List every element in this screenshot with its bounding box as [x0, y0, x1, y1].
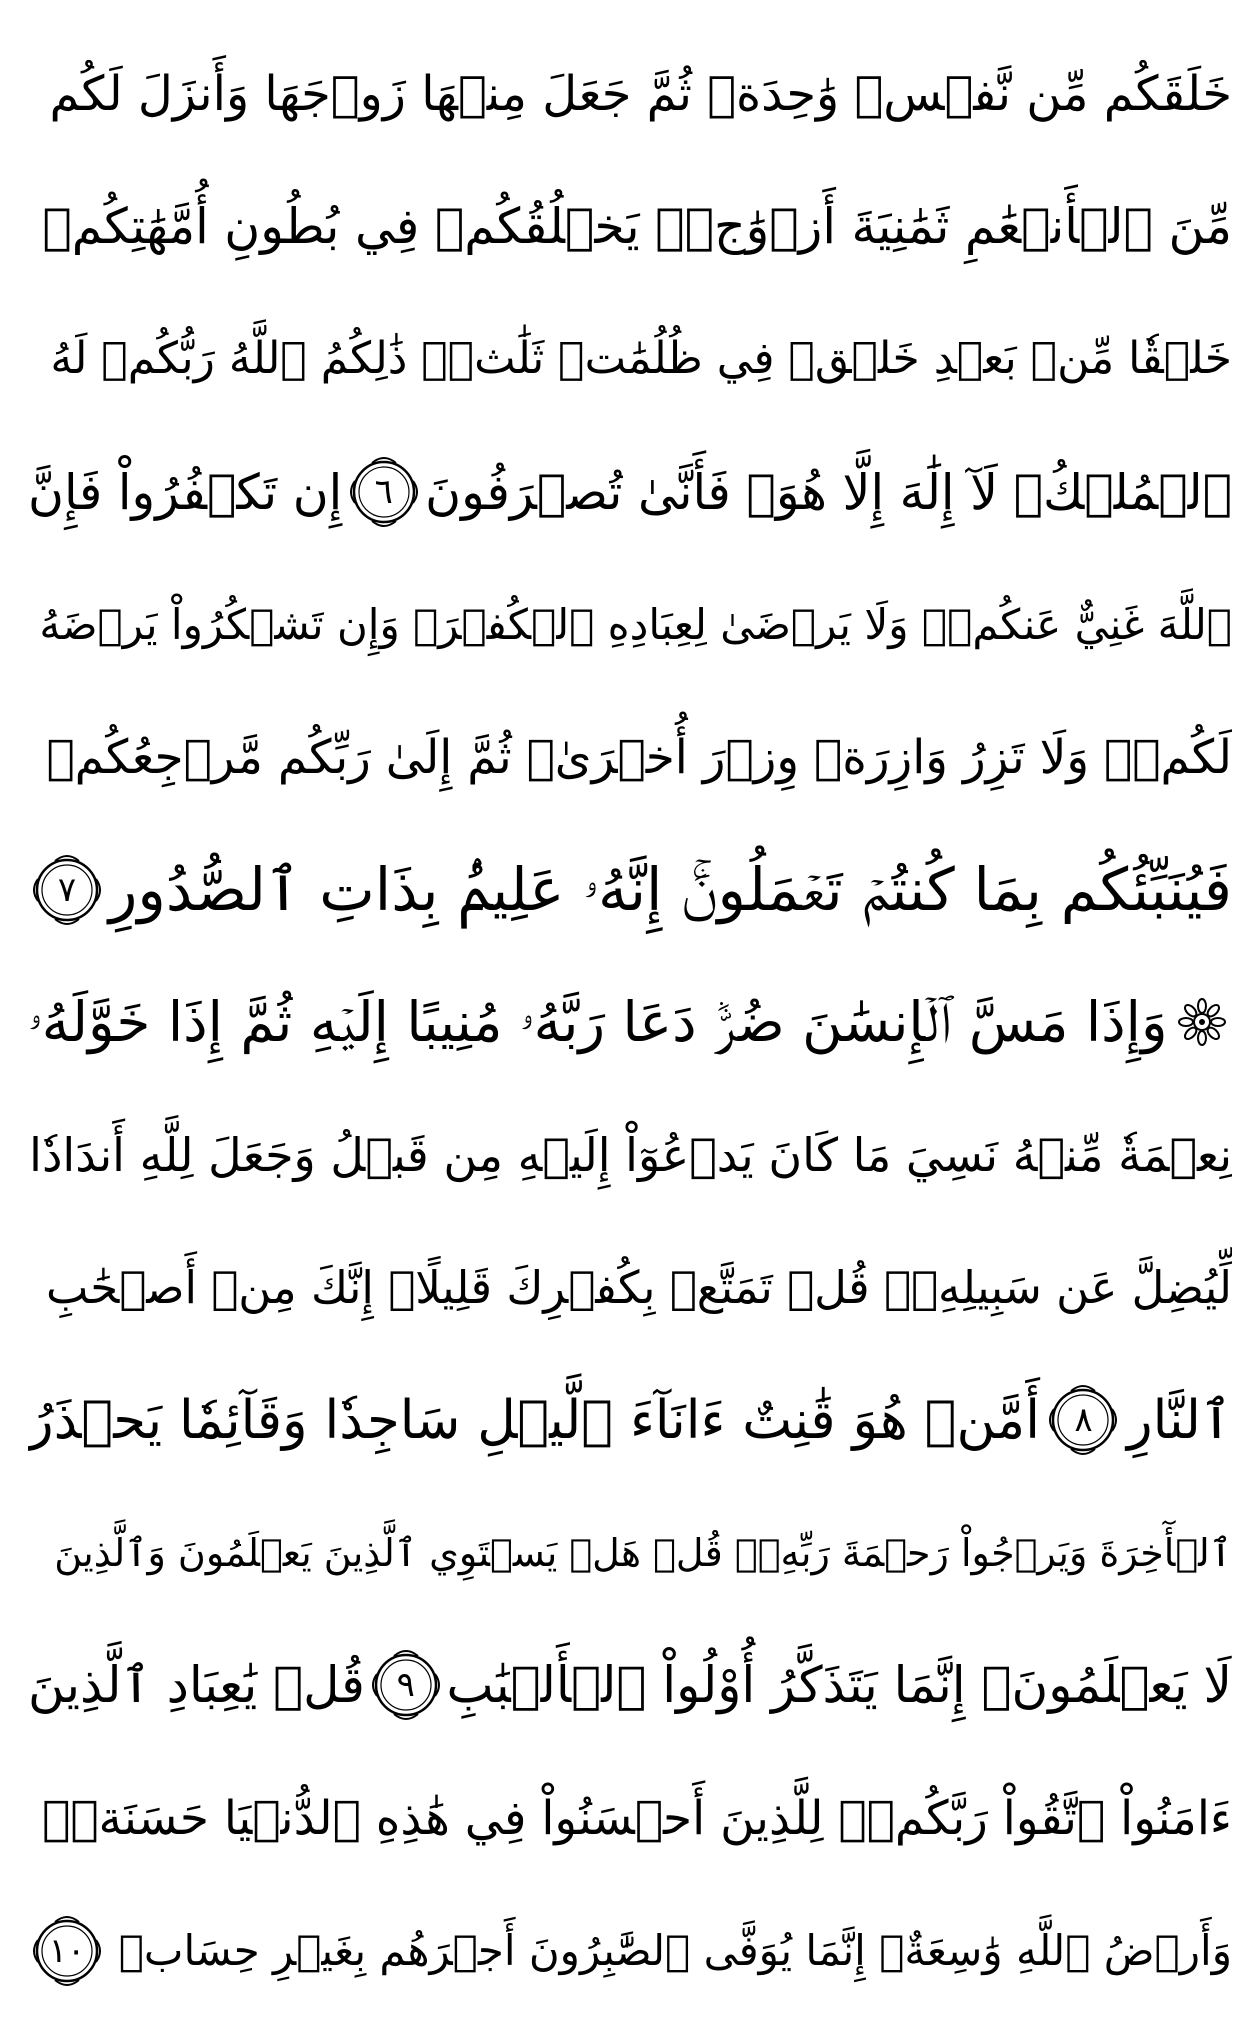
- verse-line: [28, 691, 1232, 824]
- verse-line: [28, 956, 1232, 1089]
- verse-line: [28, 28, 1232, 161]
- verse-text: وَإِذَا مَسَّ ٱلۡإِنسَٰنَ ضُرّٞ دَعَا رَبَّهُۥ مُنِيبًا إِلَيۡهِ ثُمَّ إِذَا خَوَّلَهُۥ: [28, 989, 1168, 1054]
- verse-text: ءَامَنُواْ ٱتَّقُواْ رَبَّكُمۡۚ لِلَّذِينَ أَحۡسَنُواْ فِي هَٰذِهِ ٱلدُّنۡيَا حَسَنَةٞۗ: [42, 1790, 1232, 1846]
- ayah-number: ١٠: [48, 1930, 86, 1971]
- verse-text: إِن تَكۡفُرُواْ فَإِنَّ: [28, 463, 343, 521]
- verse-line: [28, 293, 1232, 426]
- ayah-number-marker: [28, 1912, 106, 1990]
- verse-text: أَمَّنۡ هُوَ قَٰنِتٌ ءَانَآءَ ٱلَّيۡلِ سَاجِدٗا وَقَآئِمٗا يَحۡذَرُ: [28, 1389, 1040, 1451]
- verse-text: خَلۡقٗا مِّنۢ بَعۡدِ خَلۡقٖ فِي ظُلُمَٰتٖ ثَلَٰثٖۚ ذَٰلِكُمُ ٱللَّهُ رَبُّكُمۡ لَهُ: [50, 333, 1232, 385]
- verse-text: نِعۡمَةٗ مِّنۡهُ نَسِيَ مَا كَانَ يَدۡعُوٓاْ إِلَيۡهِ مِن قَبۡلُ وَجَعَلَ لِلَّهِ أَندَادٗا: [29, 1128, 1232, 1183]
- verse-line: [28, 1619, 1232, 1752]
- verse-text: لَا يَعۡلَمُونَۗ إِنَّمَا يَتَذَكَّرُ أُوْلُواْ ٱلۡأَلۡبَٰبِ: [446, 1656, 1232, 1715]
- ayah-number-marker: [367, 1646, 445, 1724]
- verse-line: [28, 426, 1232, 559]
- verse-text: لِّيُضِلَّ عَن سَبِيلِهِۦۚ قُلۡ تَمَتَّعۡ بِكُفۡرِكَ قَلِيلًاۖ إِنَّكَ مِنۡ أَصۡحَٰبِ: [46, 1261, 1232, 1315]
- verse-text: ٱللَّهَ غَنِيٌّ عَنكُمۡۖ وَلَا يَرۡضَىٰ لِعِبَادِهِ ٱلۡكُفۡرَۖ وَإِن تَشۡكُرُواْ يَرۡضَهُ: [39, 599, 1232, 649]
- verse-text: لَكُمۡۗ وَلَا تَزِرُ وَازِرَةٞ وِزۡرَ أُخۡرَىٰۗ ثُمَّ إِلَىٰ رَبِّكُم مَّرۡجِعُكُمۡ: [46, 729, 1232, 785]
- verse-line: [28, 1354, 1232, 1487]
- verse-text: مِّنَ ٱلۡأَنۡعَٰمِ ثَمَٰنِيَةَ أَزۡوَٰجٖۚ يَخۡلُقُكُمۡ فِي بُطُونِ أُمَّهَٰتِكُمۡ: [42, 198, 1232, 256]
- verse-line: [28, 1884, 1232, 2017]
- ayah-number: ٧: [57, 869, 77, 910]
- ayah-number: ٩: [396, 1665, 415, 1706]
- verse-text: ٱلۡأٓخِرَةَ وَيَرۡجُواْ رَحۡمَةَ رَبِّهِۦۗ قُلۡ هَلۡ يَسۡتَوِي ٱلَّذِينَ يَعۡلَمُونَ وَٱلَّذِينَ: [54, 1530, 1232, 1575]
- hizb-star-icon: [1172, 992, 1232, 1052]
- verse-line: [28, 1089, 1232, 1222]
- verse-text: قُلۡ يَٰعِبَادِ ٱلَّذِينَ: [28, 1656, 365, 1715]
- verse-line: [28, 1221, 1232, 1354]
- verse-text: خَلَقَكُم مِّن نَّفۡسٖ وَٰحِدَةٖ ثُمَّ جَعَلَ مِنۡهَا زَوۡجَهَا وَأَنزَلَ لَكُم: [49, 66, 1232, 123]
- ayah-number-marker: [28, 851, 106, 929]
- verse-line: [28, 1487, 1232, 1620]
- verse-line: [28, 824, 1232, 957]
- ayah-number-marker: [345, 453, 423, 531]
- verse-text: ٱلنَّارِ: [1127, 1389, 1232, 1451]
- verse-line: [28, 558, 1232, 691]
- verse-line: [28, 1752, 1232, 1885]
- verse-text: فَيُنَبِّئُكُم بِمَا كُنتُمۡ تَعۡمَلُونَۚ إِنَّهُۥ عَلِيمُۢ بِذَاتِ ٱلصُّدُورِ: [108, 855, 1232, 925]
- ayah-number-marker: [1044, 1381, 1122, 1459]
- verse-lines: [28, 28, 1232, 2018]
- verse-text: وَأَرۡضُ ٱللَّهِ وَٰسِعَةٌۗ إِنَّمَا يُوَفَّى ٱلصَّٰبِرُونَ أَجۡرَهُم بِغَيۡرِ حِسَابٖ: [118, 1925, 1232, 1975]
- ayah-number: ٦: [374, 472, 393, 513]
- verse-text: ٱلۡمُلۡكُۖ لَآ إِلَٰهَ إِلَّا هُوَۖ فَأَنَّىٰ تُصۡرَفُونَ: [425, 463, 1232, 521]
- verse-line: [28, 161, 1232, 294]
- ayah-number: ٨: [1074, 1400, 1093, 1441]
